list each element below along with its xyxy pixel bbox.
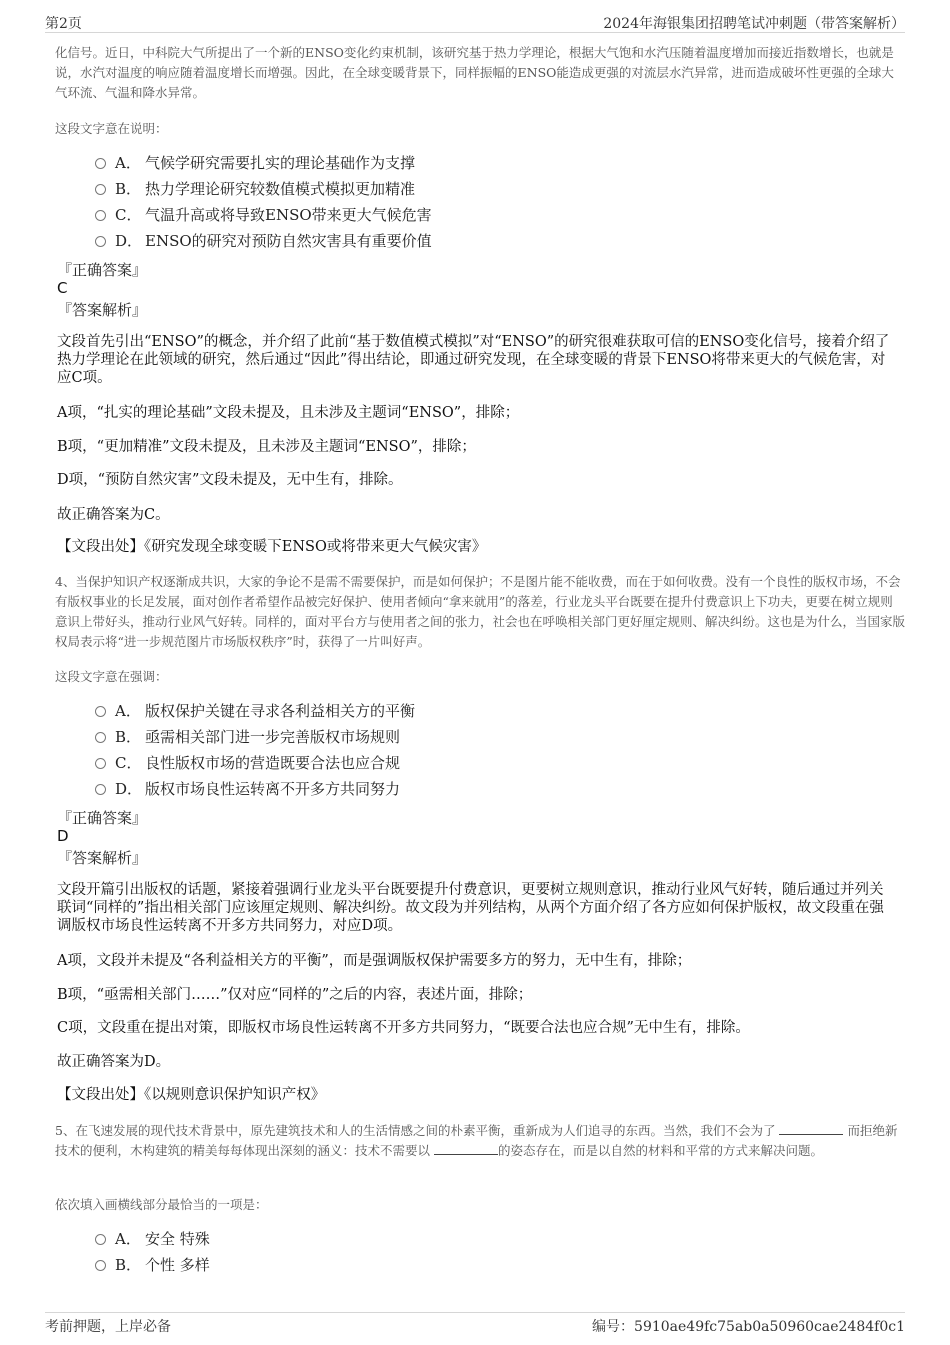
q3-analysis-label: 『答案解析』 <box>57 301 148 319</box>
q4-option-c[interactable]: C． 良性版权市场的营造既要合法也应合规 <box>95 753 400 773</box>
q4-analysis-b: B项，“亟需相关部门……”仅对应“同样的”之后的内容，表述片面，排除； <box>57 987 533 1003</box>
page-header <box>45 10 905 33</box>
q3-source: 【文段出处】《研究发现全球变暖下ENSO或将带来更大气候灾害》 <box>57 539 487 555</box>
q3-answer: C <box>57 279 68 297</box>
q4-analysis-main: 文段开篇引出版权的话题，紧接着强调行业龙头平台既要提升付费意识，更要树立规则意识，推动行业风气好转，随后通过并列关联词“同样的”指出相关部门应该厘定规则、解决纠纷。故文段为并列结构，从两个方面介绍了各方应如何保护版权，故文段重在强调版权市场良性运转离不开多方共同努力，对应D项。 <box>57 882 884 934</box>
document-title: 2024年海银集团招聘笔试冲刺题（带答案解析） <box>603 16 905 32</box>
radio-icon[interactable] <box>95 184 106 195</box>
q4-conclusion: 故正确答案为D。 <box>57 1054 171 1070</box>
q3-analysis-d: D项，“预防自然灾害”文段未提及，无中生有，排除。 <box>57 472 403 488</box>
q3-conclusion: 故正确答案为C。 <box>57 507 170 523</box>
radio-icon[interactable] <box>95 158 106 169</box>
q4-source: 【文段出处】《以规则意识保护知识产权》 <box>57 1087 326 1103</box>
radio-icon[interactable] <box>95 732 106 743</box>
q3-question: 这段文字意在说明： <box>55 121 168 136</box>
document-id: 编号：5910ae49fc75ab0a50960cae2484f0c1 <box>592 1319 905 1335</box>
page-number: 第2页 <box>45 16 82 32</box>
q4-option-b[interactable]: B． 亟需相关部门进一步完善版权市场规则 <box>95 727 400 747</box>
q4-analysis-c: C项，文段重在提出对策，即版权市场良性运转离不开多方共同努力，“既要合法也应合规”无中生有，排除。 <box>57 1020 750 1036</box>
radio-icon[interactable] <box>95 210 106 221</box>
page-footer <box>45 1312 905 1339</box>
q3-analysis-b: B项，“更加精准”文段未提及，且未涉及主题词“ENSO”，排除； <box>57 439 476 455</box>
q4-option-d[interactable]: D． 版权市场良性运转离不开多方共同努力 <box>95 779 400 799</box>
radio-icon[interactable] <box>95 1234 106 1245</box>
q3-option-c[interactable]: C． 气温升高或将导致ENSO带来更大气候危害 <box>95 205 432 225</box>
q4-analysis-label: 『答案解析』 <box>57 849 148 867</box>
q5-question: 依次填入画横线部分最恰当的一项是： <box>55 1197 268 1212</box>
radio-icon[interactable] <box>95 758 106 769</box>
radio-icon[interactable] <box>95 784 106 795</box>
q4-question: 这段文字意在强调： <box>55 669 168 684</box>
q4-option-a[interactable]: A． 版权保护关键在寻求各利益相关方的平衡 <box>95 701 415 721</box>
q4-answer: D <box>57 827 69 845</box>
fill-blank-1[interactable] <box>779 1122 843 1135</box>
q4-passage: 4、当保护知识产权逐渐成共识，大家的争论不是需不需要保护，而是如何保护；不是图片能不能收费，而在于如何收费。没有一个良性的版权市场，不会有版权事业的长足发展，面对创作者希望作品被完好保护、使用者倾向“拿来就用”的落差，行业龙头平台既要在提升付费意识上下功夫，更要在树立规则意识上带好头，推动行业风气好转。同样的，面对平台方与使用者之间的张力，社会也在呼唤相关部门更好厘定规则、解决纠纷。这也是为什么，当国家版权局表示将“进一步规范图片市场版权秩序”时，获得了一片叫好声。 <box>55 574 906 649</box>
q3-answer-label: 『正确答案』 <box>57 261 148 279</box>
q4-answer-label: 『正确答案』 <box>57 809 148 827</box>
q3-passage: 化信号。近日，中科院大气所提出了一个新的ENSO变化约束机制，该研究基于热力学理论，根据大气饱和水汽压随着温度增加而接近指数增长，也就是说，水汽对温度的响应随着温度增长而增强。因此，在全球变暖背景下，同样振幅的ENSO能造成更强的对流层水汽异常，进而造成破坏性更强的全球大气环流、气温和降水异常。 <box>55 45 894 100</box>
q3-analysis-a: A项，“扎实的理论基础”文段未提及，且未涉及主题词“ENSO”，排除； <box>57 405 520 421</box>
q5-passage: 5、在飞速发展的现代技术背景中，原先建筑技术和人的生活情感之间的朴素平衡，重新成为人们追寻的东西。当然，我们不会为了 而拒绝新技术的便利，木构建筑的精美每每体现出深刻的涵义：技术不需要以 的姿态存在，而是以自然的材料和平常的方式来解决问题。 <box>55 1123 898 1158</box>
q3-option-d[interactable]: D． ENSO的研究对预防自然灾害具有重要价值 <box>95 231 432 251</box>
q3-option-a[interactable]: A． 气候学研究需要扎实的理论基础作为支撑 <box>95 153 415 173</box>
q3-option-b[interactable]: B． 热力学理论研究较数值模式模拟更加精准 <box>95 179 415 199</box>
q5-option-a[interactable]: A． 安全 特殊 <box>95 1229 210 1249</box>
footer-slogan: 考前押题，上岸必备 <box>45 1319 171 1335</box>
q3-analysis-main: 文段首先引出“ENSO”的概念，并介绍了此前“基于数值模式模拟”对“ENSO”的研究很难获取可信的ENSO变化信号，接着介绍了热力学理论在此领域的研究，然后通过“因此”得出结论，即通过研究发现，在全球变暖的背景下ENSO将带来更大的气候危害，对应C项。 <box>57 334 890 386</box>
radio-icon[interactable] <box>95 1260 106 1271</box>
fill-blank-2[interactable] <box>434 1142 498 1155</box>
radio-icon[interactable] <box>95 236 106 247</box>
q5-option-b[interactable]: B． 个性 多样 <box>95 1255 210 1275</box>
q4-analysis-a: A项，文段并未提及“各利益相关方的平衡”，而是强调版权保护需要多方的努力，无中生有，排除； <box>57 953 692 969</box>
radio-icon[interactable] <box>95 706 106 717</box>
